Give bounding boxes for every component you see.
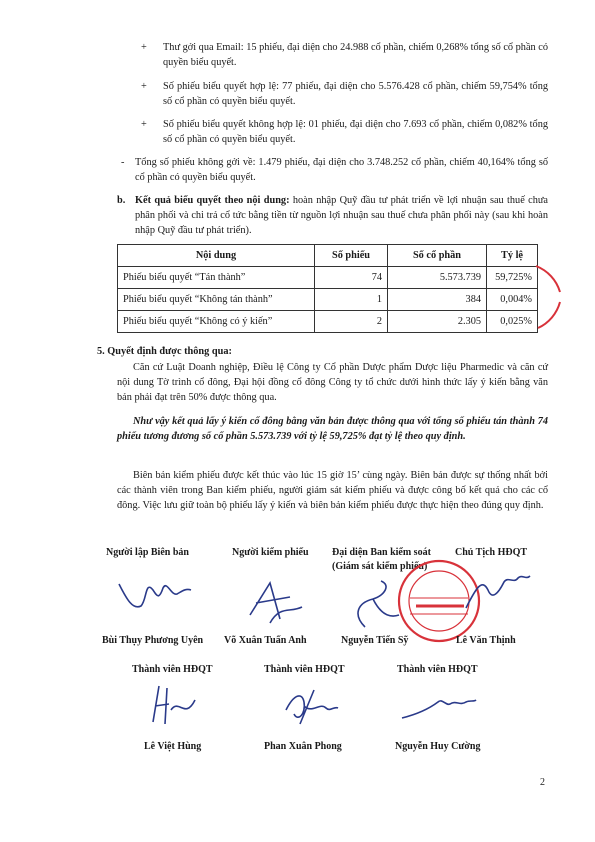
signer-name: Lê Việt Hùng: [144, 741, 202, 752]
row-shares: 5.573.739: [388, 267, 487, 289]
closing-paragraph: Biên bản kiểm phiếu được kết thúc vào lúc 15 giờ 15’ cùng ngày. Biên bản được sự thống nhất bởi các thành viên trong Ban kiểm phiếu, người giám sát kiểm phiếu và được công bố kết quả cho các cổ đông. Việc lưu giữ toàn bộ phiếu lấy ý kiến và biên bản kiểm phiếu được thực hiện theo đúng quy định.: [117, 470, 548, 511]
signer-title: Chủ Tịch HĐQT: [455, 547, 528, 558]
header-ratio: Tỷ lệ: [487, 245, 538, 267]
header-content: Nội dung: [118, 245, 315, 267]
signer-title: Thành viên HĐQT: [397, 664, 478, 675]
signature-phong-icon: [280, 684, 340, 729]
table-row: [118, 311, 538, 333]
signer-name: Nguyễn Tiến Sỹ: [341, 635, 409, 646]
section-5-paragraph: Căn cứ Luật Doanh nghiệp, Điều lệ Công ty Cổ phần Dược phẩm Dược liệu Pharmedic và căn cứ nội dung Tờ trình cổ đông, Đại hội đồng cổ đông Công ty tổ chức dưới hình thức lấy ý kiến bằng văn bản phải đạt trên 50% được thông qua.: [117, 362, 548, 403]
row-shares: 384: [388, 289, 487, 311]
plus-bullet: +: [141, 42, 147, 53]
signer-name: Lê Văn Thịnh: [456, 635, 516, 646]
row-ratio: 59,725%: [487, 267, 538, 289]
signer-title: Thành viên HĐQT: [132, 664, 213, 675]
row-votes: 2: [315, 311, 388, 333]
signer-title: Đại diện Ban kiểm soát: [332, 547, 431, 558]
signer-name: Nguyễn Huy Cường: [395, 741, 481, 752]
item-invalid: Số phiếu biểu quyết không hợp lệ: 01 phiếu, đại diện cho 7.693 cổ phần, chiếm 0,082% tổng số cổ phần có quyền biểu quyết.: [163, 119, 548, 145]
section-b-paragraph: [135, 193, 548, 238]
item-valid: Số phiếu biểu quyết hợp lệ: 77 phiếu, đại diện cho 5.576.428 cổ phần, chiếm 59,754% tổng số cổ phần có quyền biểu quyết.: [163, 81, 548, 107]
table-row: [118, 267, 538, 289]
dash-bullet: -: [121, 157, 125, 168]
signer-title: Người kiểm phiếu: [232, 547, 309, 558]
section-b-label: b.: [117, 195, 126, 206]
plus-bullet: +: [141, 81, 147, 92]
row-content: Phiếu biểu quyết “Tán thành”: [118, 267, 315, 289]
item-not-returned: Tổng số phiếu không gởi về: 1.479 phiếu, đại diện cho 3.748.252 cổ phần, chiếm 40,164% tổng số cổ phần có quyền biểu quyết.: [135, 157, 548, 183]
signer-title: Thành viên HĐQT: [264, 664, 345, 675]
row-ratio: 0,004%: [487, 289, 538, 311]
page-number: 2: [540, 777, 545, 788]
row-ratio: 0,025%: [487, 311, 538, 333]
signer-name: Võ Xuân Tuấn Anh: [224, 635, 307, 646]
signer-subtitle: (Giám sát kiểm phiếu): [332, 561, 428, 572]
conclusion-paragraph: Như vậy kết quả lấy ý kiến cổ đông bằng văn bản được thông qua với tổng số phiếu tán thành 74 phiếu tương đương số cổ phần 5.573.739 với tỷ lệ 59,725% đạt tỷ lệ theo quy định.: [117, 416, 548, 442]
signer-name: Bùi Thụy Phương Uyên: [102, 635, 204, 646]
row-content: Phiếu biểu quyết “Không tán thành”: [118, 289, 315, 311]
signer-title: Người lập Biên bản: [106, 547, 189, 558]
section-5-heading: 5. Quyết định được thông qua:: [97, 346, 232, 357]
header-shares: Số cổ phần: [388, 245, 487, 267]
vote-result-table: [117, 244, 538, 333]
signer-name: Phan Xuân Phong: [264, 741, 342, 752]
stamp-fragment-icon: [532, 262, 562, 332]
row-votes: 1: [315, 289, 388, 311]
row-shares: 2.305: [388, 311, 487, 333]
row-content: Phiếu biểu quyết “Không có ý kiến”: [118, 311, 315, 333]
item-email: Thư gởi qua Email: 15 phiếu, đại diện cho 24.988 cổ phần, chiếm 0,268% tổng số cổ phần có quyền biểu quyết.: [163, 42, 548, 68]
row-votes: 74: [315, 267, 388, 289]
table-header-row: [118, 245, 538, 267]
header-votes: Số phiếu: [315, 245, 388, 267]
section-b-text: hoàn nhập Quỹ đầu tư phát triển về lợi nhuận sau thuế chưa phân phối và chi trả cổ tức bằng tiền từ nguồn lợi nhuận sau thuế chưa phân phối này (sau khi hoàn nhập Quỹ đầu tư phát triển).: [135, 195, 548, 236]
plus-bullet: +: [141, 119, 147, 130]
section-b-heading: Kết quả biểu quyết theo nội dung:: [135, 195, 290, 206]
signature-uyen-icon: [115, 570, 195, 620]
signature-hung-icon: [145, 680, 205, 730]
table-row: [118, 289, 538, 311]
signature-thinh-icon: [462, 568, 532, 618]
signature-tuan-anh-icon: [240, 575, 310, 630]
signature-cuong-icon: [398, 688, 478, 728]
